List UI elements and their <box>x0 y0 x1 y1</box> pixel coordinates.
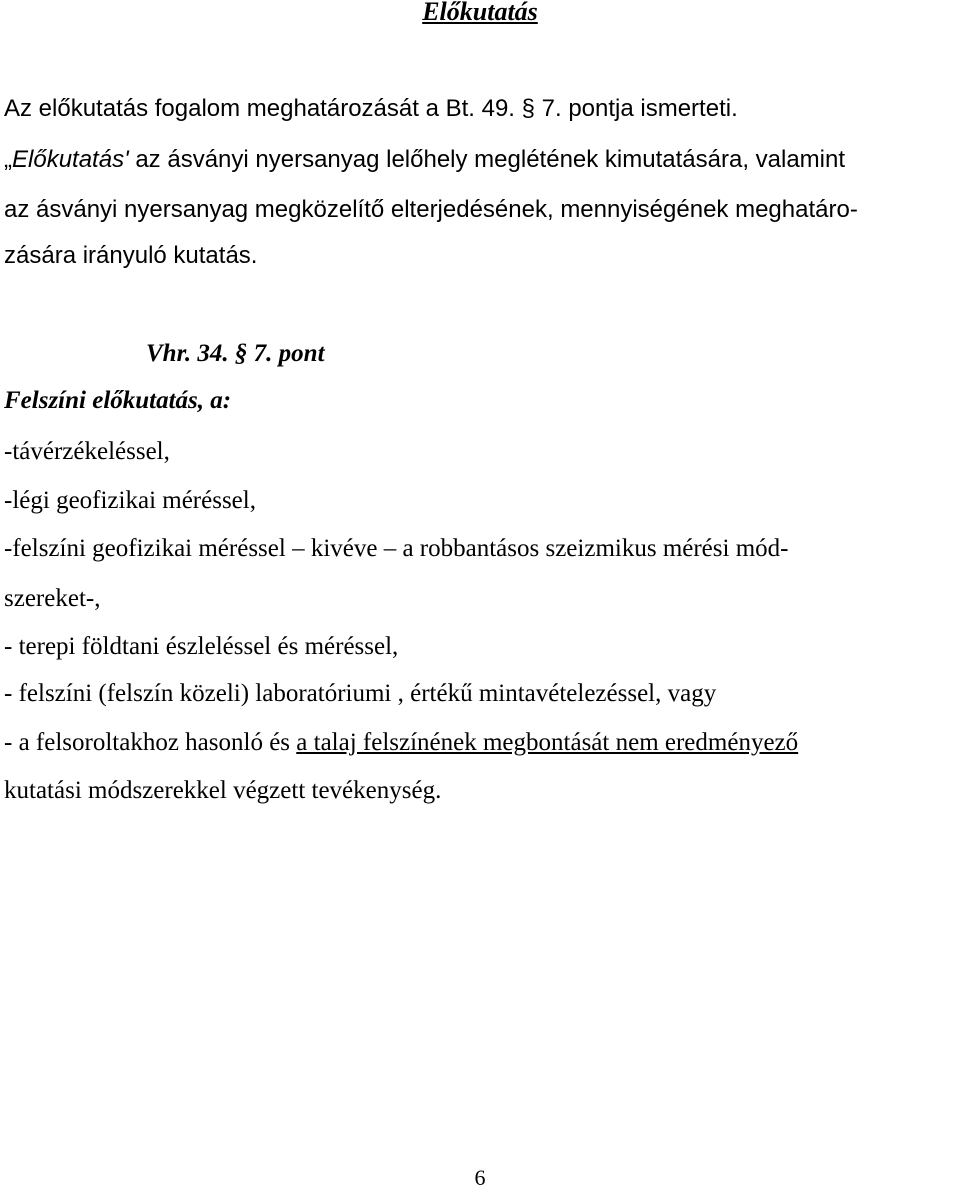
list-item: -felszíni geofizikai méréssel – kivéve – a robbantásos szeizmikus mérési mód- <box>4 535 789 562</box>
list-item-continuation: kutatási módszerekkel végzett tevékenység. <box>4 777 442 804</box>
legal-reference: Vhr. 34. § 7. pont <box>146 340 325 367</box>
intro-line-4: zására irányuló kutatás. <box>4 242 258 269</box>
intro-line-2-rest: az ásványi nyersanyag lelőhely meglétének kimutatására, valamint <box>128 146 846 173</box>
list-item: -légi geofizikai méréssel, <box>4 487 256 514</box>
section-heading: Felszíni előkutatás, a: <box>4 387 232 414</box>
list-item: - felszíni (felszín közeli) laboratóriumi , értékű mintavételezéssel, vagy <box>4 680 717 707</box>
intro-line-3: az ásványi nyersanyag megközelítő elterjedésének, mennyiségének meghatáro- <box>4 196 858 223</box>
list-item: - terepi földtani észleléssel és méréssel, <box>4 633 399 660</box>
intro-line-2 <box>4 144 845 176</box>
defined-term: Előkutatás' <box>12 146 129 173</box>
page-number: 6 <box>474 1165 486 1190</box>
list-item-continuation: szereket-, <box>4 585 101 612</box>
list-item: -távérzékeléssel, <box>4 438 170 465</box>
list-item-text: - a felsoroltakhoz hasonló és <box>4 729 297 756</box>
opening-quote: „ <box>4 146 12 173</box>
intro-line-1: Az előkutatás fogalom meghatározását a Bt. 49. § 7. pontja ismerteti. <box>4 95 738 122</box>
underlined-phrase: a talaj felszínének megbontását nem eredményező <box>296 729 799 756</box>
list-item <box>4 727 798 759</box>
page-title: Előkutatás <box>422 0 538 26</box>
